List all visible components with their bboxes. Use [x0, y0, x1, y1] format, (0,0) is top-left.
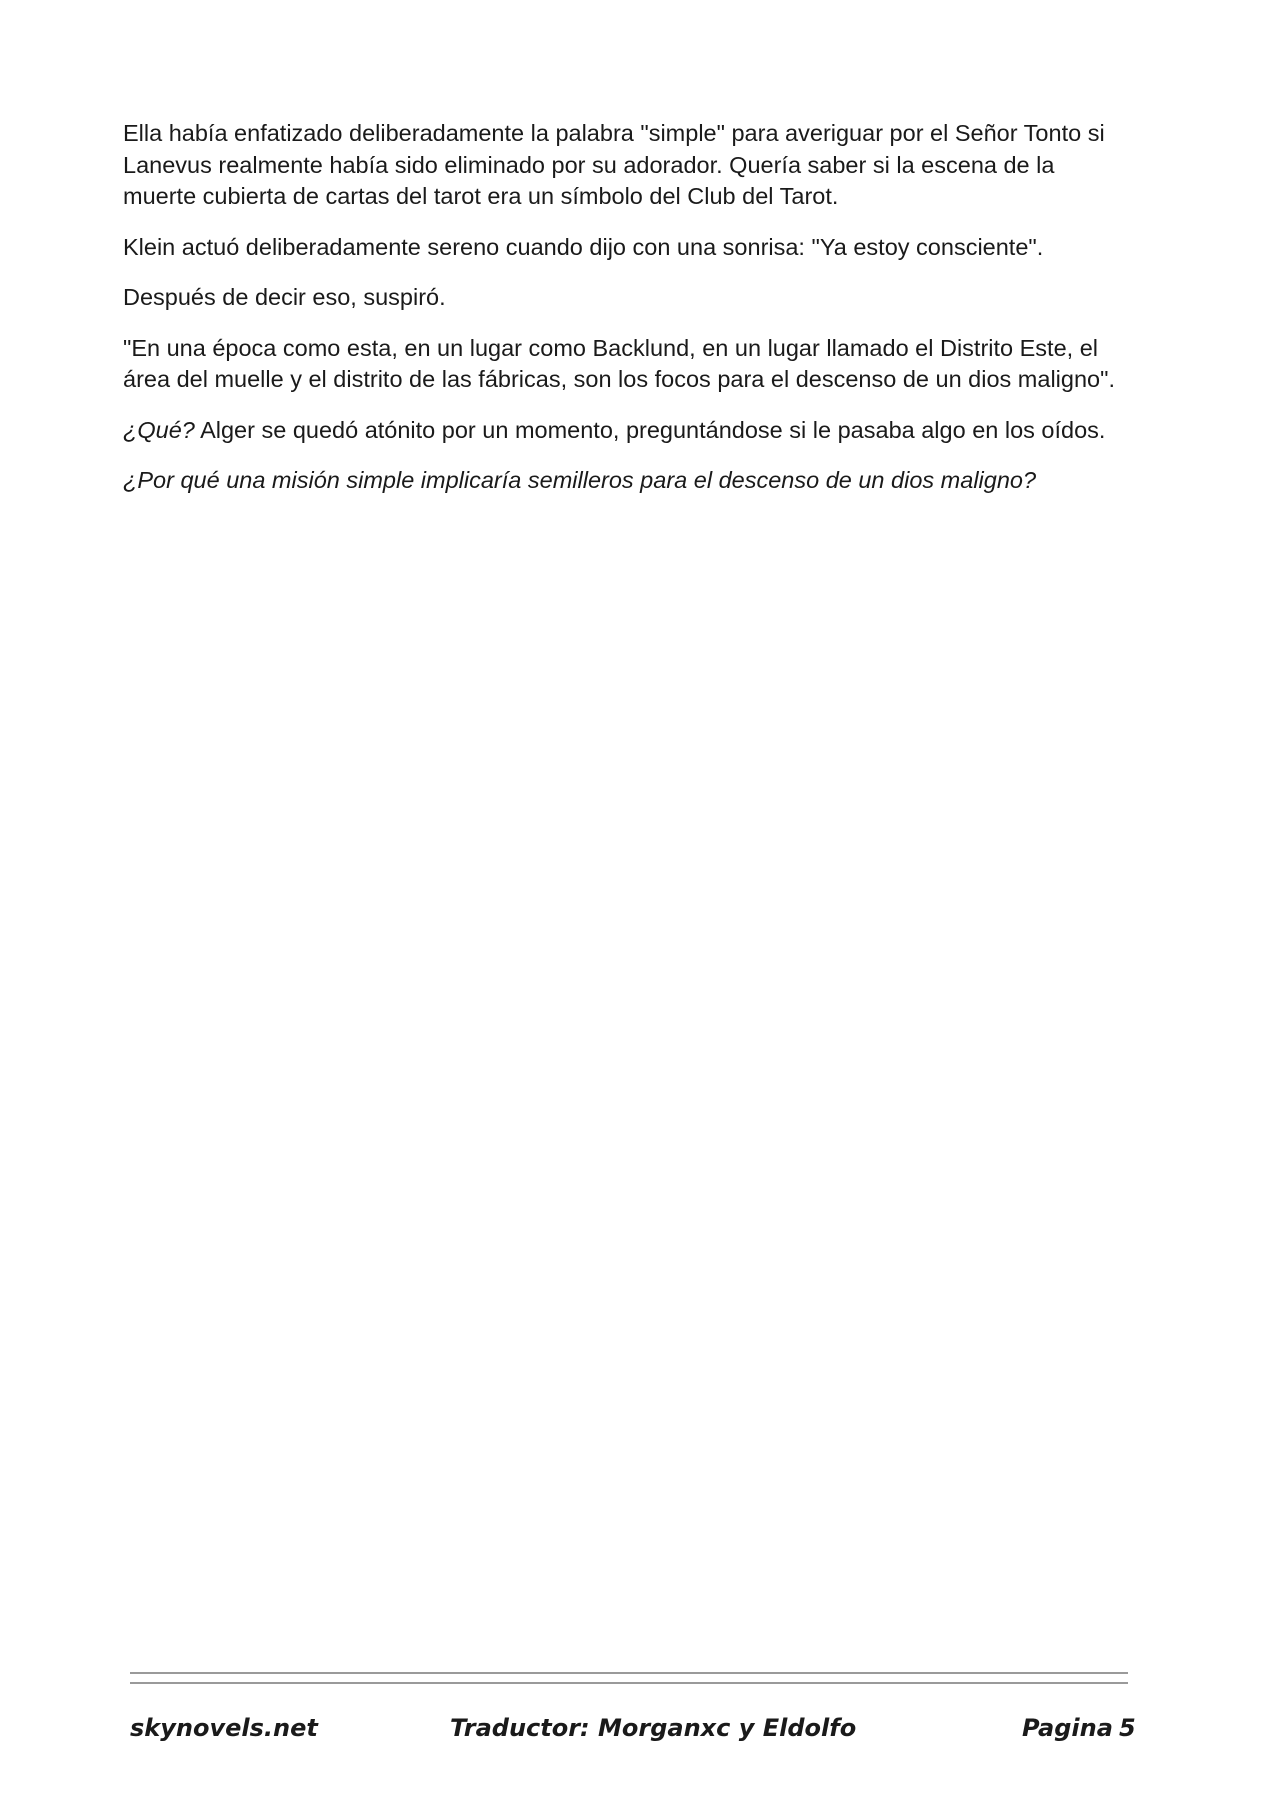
paragraph-2	[123, 232, 1133, 264]
footer-site: skynovels.net	[130, 1714, 318, 1742]
document-body	[123, 118, 1133, 516]
paragraph-text: "En una época como esta, en un lugar como Backlund, en un lugar llamado el Distrito Este, el área del muelle y el distrito de las fábricas, son los focos para el descenso de un dios maligno".	[123, 334, 1115, 392]
paragraph-3	[123, 282, 1133, 314]
paragraph-1	[123, 118, 1133, 213]
footer-divider-top	[130, 1672, 1128, 1674]
page-number: 5	[1118, 1714, 1136, 1742]
page-label: Pagina	[1022, 1714, 1113, 1742]
paragraph-text: Alger se quedó atónito por un momento, preguntándose si le pasaba algo en los oídos.	[194, 416, 1106, 443]
paragraph-6	[123, 465, 1133, 497]
paragraph-text: Klein actuó deliberadamente sereno cuando dijo con una sonrisa: "Ya estoy consciente".	[123, 233, 1044, 260]
paragraph-5	[123, 415, 1133, 447]
footer-divider-bottom	[130, 1682, 1128, 1684]
footer-translator: Traductor: Morganxc y Eldolfo	[450, 1714, 857, 1742]
paragraph-4	[123, 333, 1133, 396]
italic-thought: ¿Por qué una misión simple implicaría semilleros para el descenso de un dios maligno?	[123, 467, 1037, 493]
footer-page	[1022, 1714, 1136, 1742]
paragraph-text: Ella había enfatizado deliberadamente la palabra "simple" para averiguar por el Señor Tonto si Lanevus realmente había sido eliminado por su adorador. Quería saber si la escena de la muerte cubierta de cartas del tarot era un símbolo del Club del Tarot.	[123, 120, 1105, 209]
paragraph-text: Después de decir eso, suspiró.	[123, 284, 446, 310]
italic-thought: ¿Qué?	[123, 416, 195, 443]
